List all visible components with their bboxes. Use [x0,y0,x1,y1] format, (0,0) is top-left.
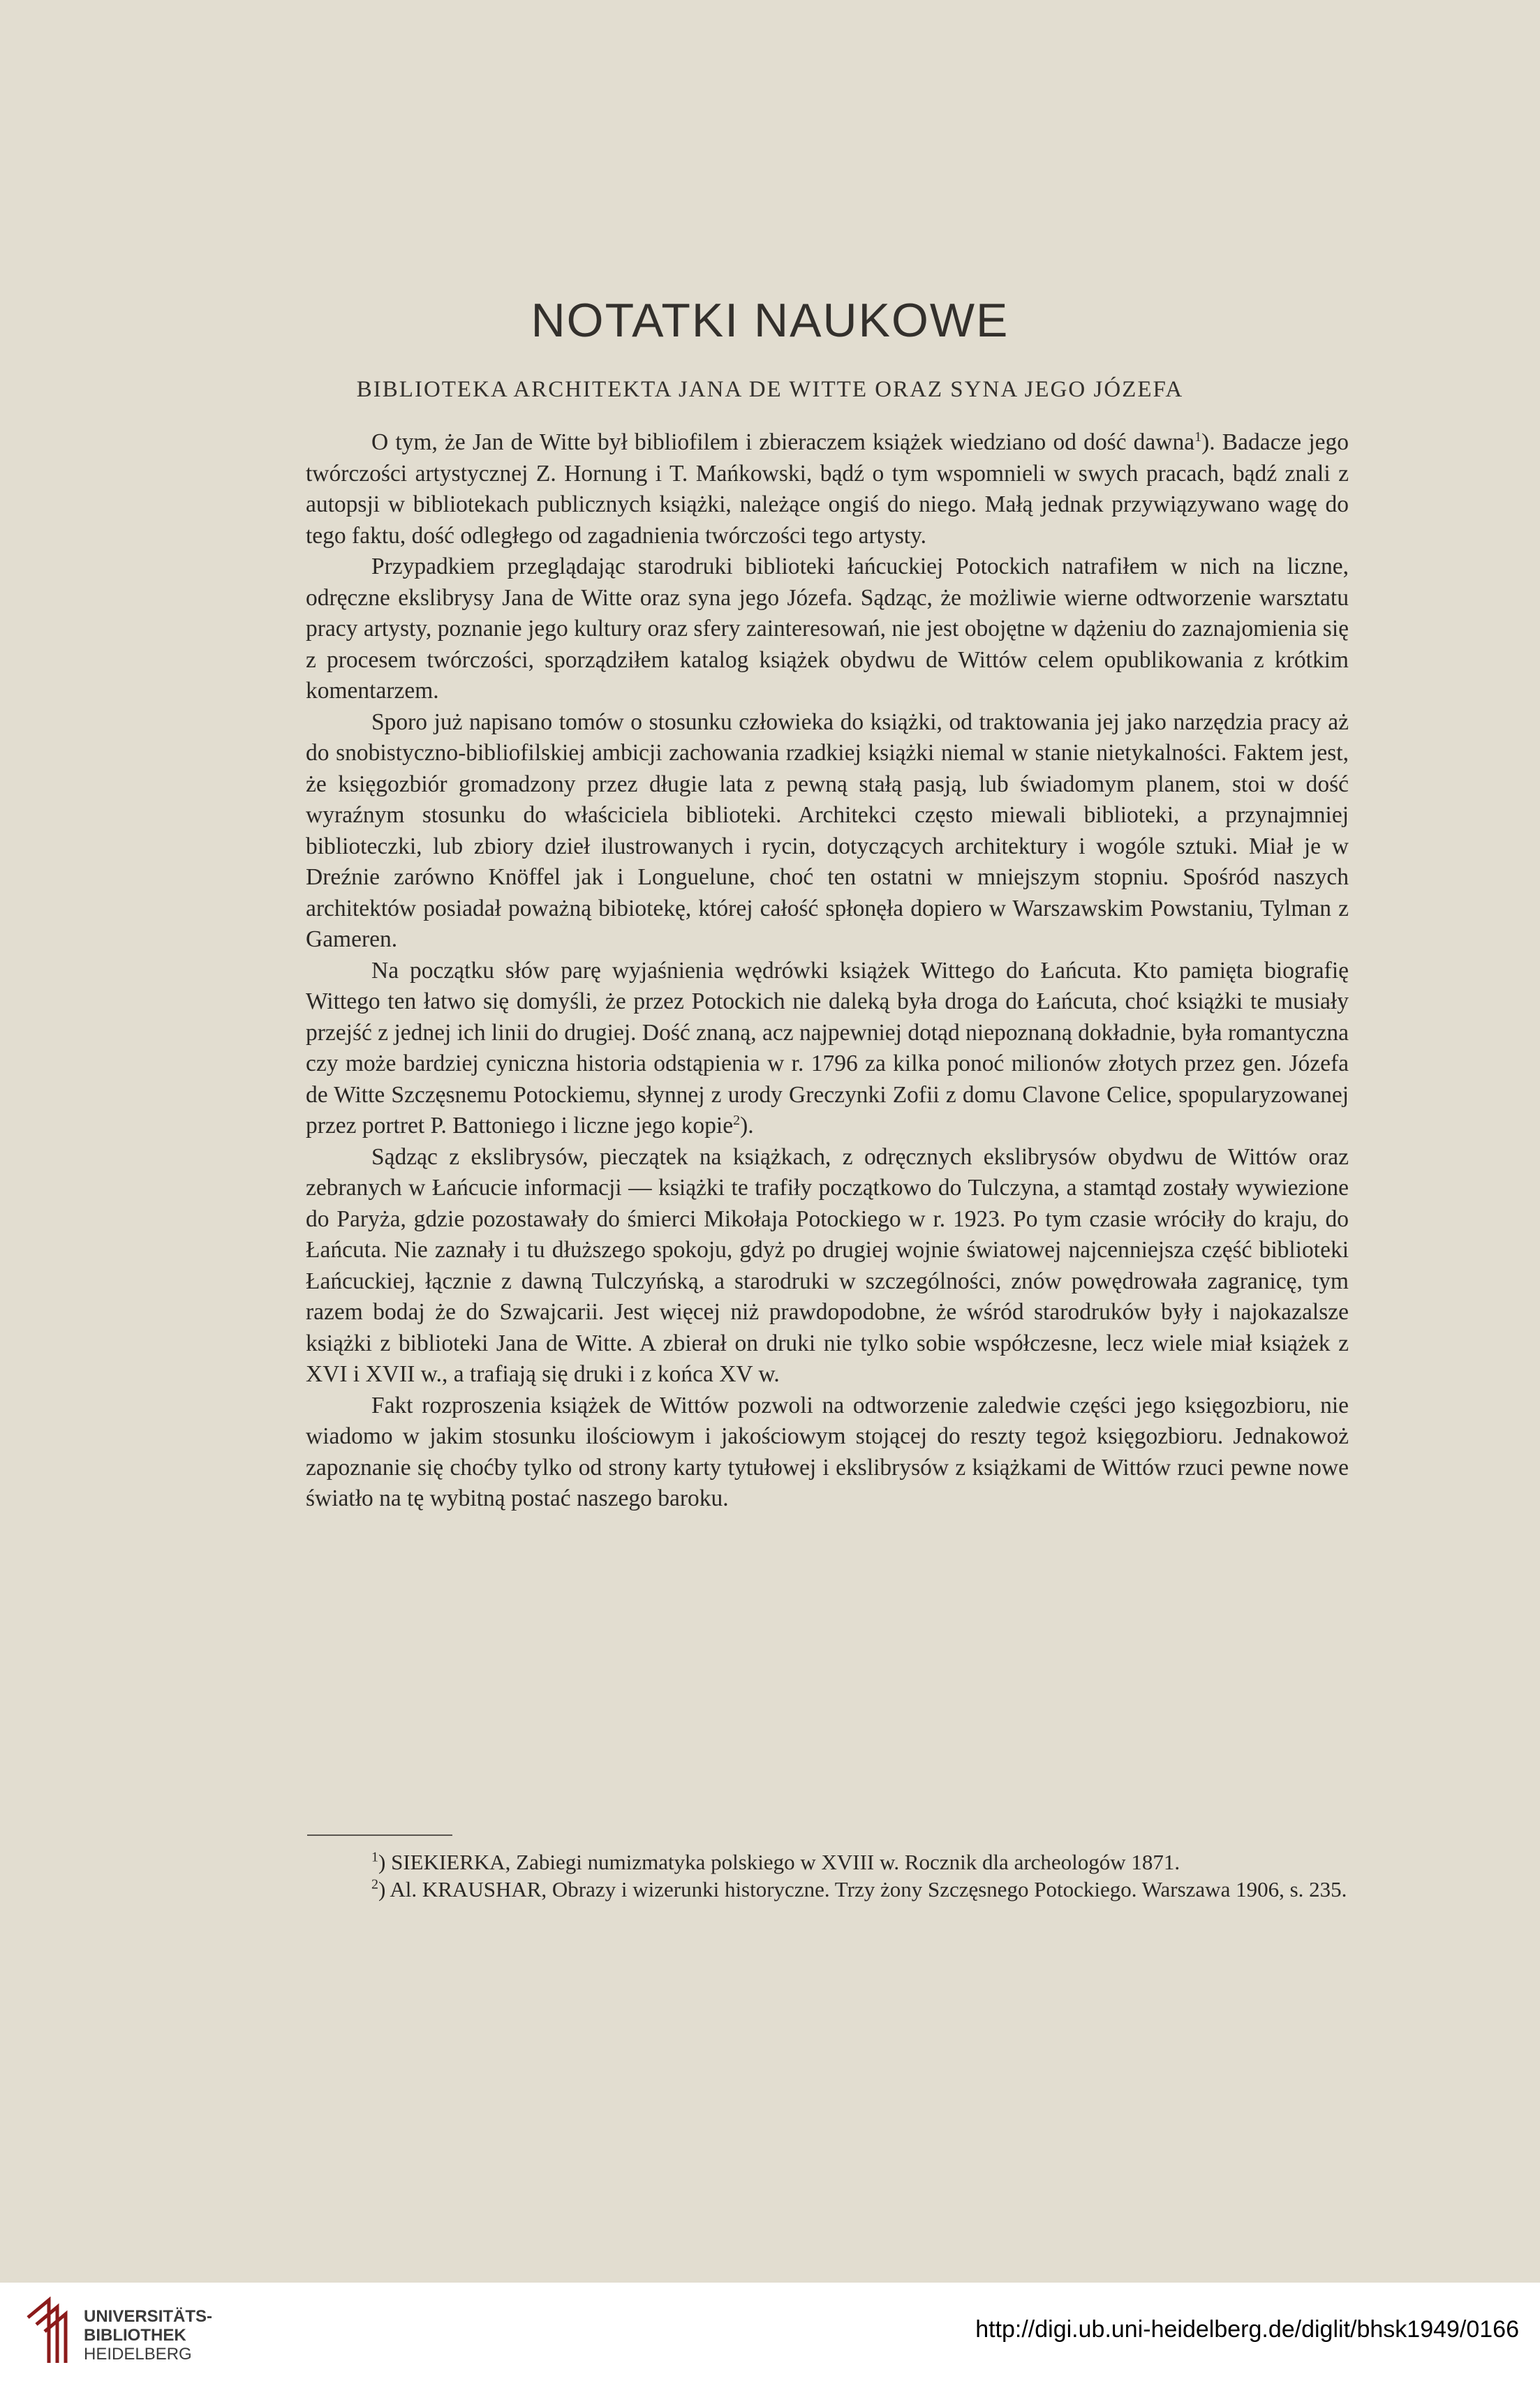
footnotes [306,1848,1349,1903]
paragraph: O tym, że Jan de Witte był bibliofilem i zbieraczem książek wiedziano od dość dawna$^1$). Badacze jego twórczości artystycznej Z. Hornung i T. Mańkowski, bądź o tym wspomnieli w swych pracach, bądź znali z autopsji w bibliotekach publicznych książki, należące ongiś do niego. Małą jednak przywiązywano wagę do tego faktu, dość odległego od zagadnienia twórczości tego artysty. [306,429,1349,549]
paragraph: Na początku słów parę wyjaśnienia wędrówki książek Wittego do Łańcuta. Kto pamięta biografię Wittego ten łatwo się domyśli, że przez Potockich nie daleką była droga do Łańcuta, choć książki te musiały przejść z jednej ich linii do drugiej. Dość znaną, acz najpewniej dotąd niepoznaną dokładnie, była romantyczna czy może bardziej cyniczna historia odstąpienia w r. 1796 za kilka ponoć milionów złotych przez gen. Józefa de Witte Szczęsnemu Potockiemu, słynnej z urody Greczynki Zofii z domu Clavone Celice, spopularyzowanej przez portret P. Battoniego i liczne jego kopie$^2$). [306,957,1349,1139]
footnote: $^1$) SIEKIERKA, Zabiegi numizmatyka polskiego w XVIII w. Rocznik dla archeologów 1871. [371,1849,1180,1874]
library-name: UNIVERSITÄTS- BIBLIOTHEK HEIDELBERG [84,2307,213,2364]
paragraph: Sądząc z ekslibrysów, pieczątek na książkach, z odręcznych ekslibrysów obydwu de Wittów oraz zebranych w Łańcucie informacji — książki te trafiły początkowo do Tulczyna, a stamtąd zostały wywiezione do Paryża, gdzie pozostawały do śmierci Mikołaja Potockiego w r. 1923. Po tym czasie wróciły do kraju, do Łańcuta. Nie zaznały i tu dłuższego spokoju, gdyż po drugiej wojnie światowej najcenniejsza część biblioteki Łańcuckiej, łącznie z dawną Tulczyńską, a starodruki w szczególności, znów powędrowała zagranicę, tym razem bodaj że do Szwajcarii. Jest więcej niż prawdopodobne, że wśród starodruków były i najokazalsze książki z biblioteki Jana de Witte. A zbierał on druki nie tylko sobie współczesne, lecz wiele miał książek z XVI i XVII w., a trafiają się druki i z końca XV w. [306,1143,1349,1387]
page-title: NOTATKI NAUKOWE [531,294,1009,347]
footnote-ref: 2 [733,1112,741,1128]
library-logo-icon [21,2297,71,2366]
footnote-ref: 1 [1194,429,1202,445]
paragraph: Fakt rozproszenia książek de Wittów pozwoli na odtworzenie zaledwie części jego księgozbioru, nie wiadomo w jakim stosunku ilościowym i jakościowym stojącej do reszty tegoż księgozbioru. Jednakowoż zapoznanie się choćby tylko od strony karty tytułowej i ekslibrysów z książkami de Wittów rzuci pewne nowe światło na tę wybitną postać naszego baroku. [306,1392,1349,1511]
footnote: $^2$) Al. KRAUSHAR, Obrazy i wizerunki historyczne. Trzy żony Szczęsnego Potockiego. Warszawa 1906, s. 235. [371,1876,1347,1901]
article-heading: BIBLIOTEKA ARCHITEKTA JANA DE WITTE ORAZ SYNA JEGO JÓZEFA [356,377,1184,402]
paragraph: Sporo już napisano tomów o stosunku człowieka do książki, od traktowania jej jako narzędzia pracy aż do snobistyczno-bibliofilskiej ambicji zachowania rzadkiej książki niemal w stanie nietykalności. Faktem jest, że księgozbiór gromadzony przez długie lata z pewną stałą pasją, lub świadomym planem, stoi w dość wyraźnym stosunku do właściciela biblioteki. Architekci często miewali biblioteki, a przynajmniej biblioteczki, lub zbiory dzieł ilustrowanych i rycin, dotyczących architektury i wogóle sztuki. Miał je w Dreźnie zarówno Knöffel jak i Longuelune, choć ten ostatni w mniejszym stopniu. Spośród naszych architektów posiadał poważną bibiotekę, której całość spłonęła dopiero w Warszawskim Powstaniu, Tylman z Gameren. [306,709,1349,952]
paragraph: Przypadkiem przeglądając starodruki biblioteki łańcuckiej Potockich natrafiłem w nich na liczne, odręczne ekslibrysy Jana de Witte oraz syna jego Józefa. Sądząc, że możliwie wierne odtworzenie warsztatu pracy artysty, poznanie jego kultury oraz sfery zainteresowań, nie jest obojętne w dążeniu do zaznajomienia się z procesem twórczości, sporządziłem katalog książek obydwu de Wittów celem opublikowania z krótkim komentarzem. [306,554,1349,704]
article-body [306,427,1349,1515]
source-url[interactable]: http://digi.ub.uni-heidelberg.de/diglit/bhsk1949/0166 [975,2316,1519,2343]
footnote-divider [307,1834,452,1836]
